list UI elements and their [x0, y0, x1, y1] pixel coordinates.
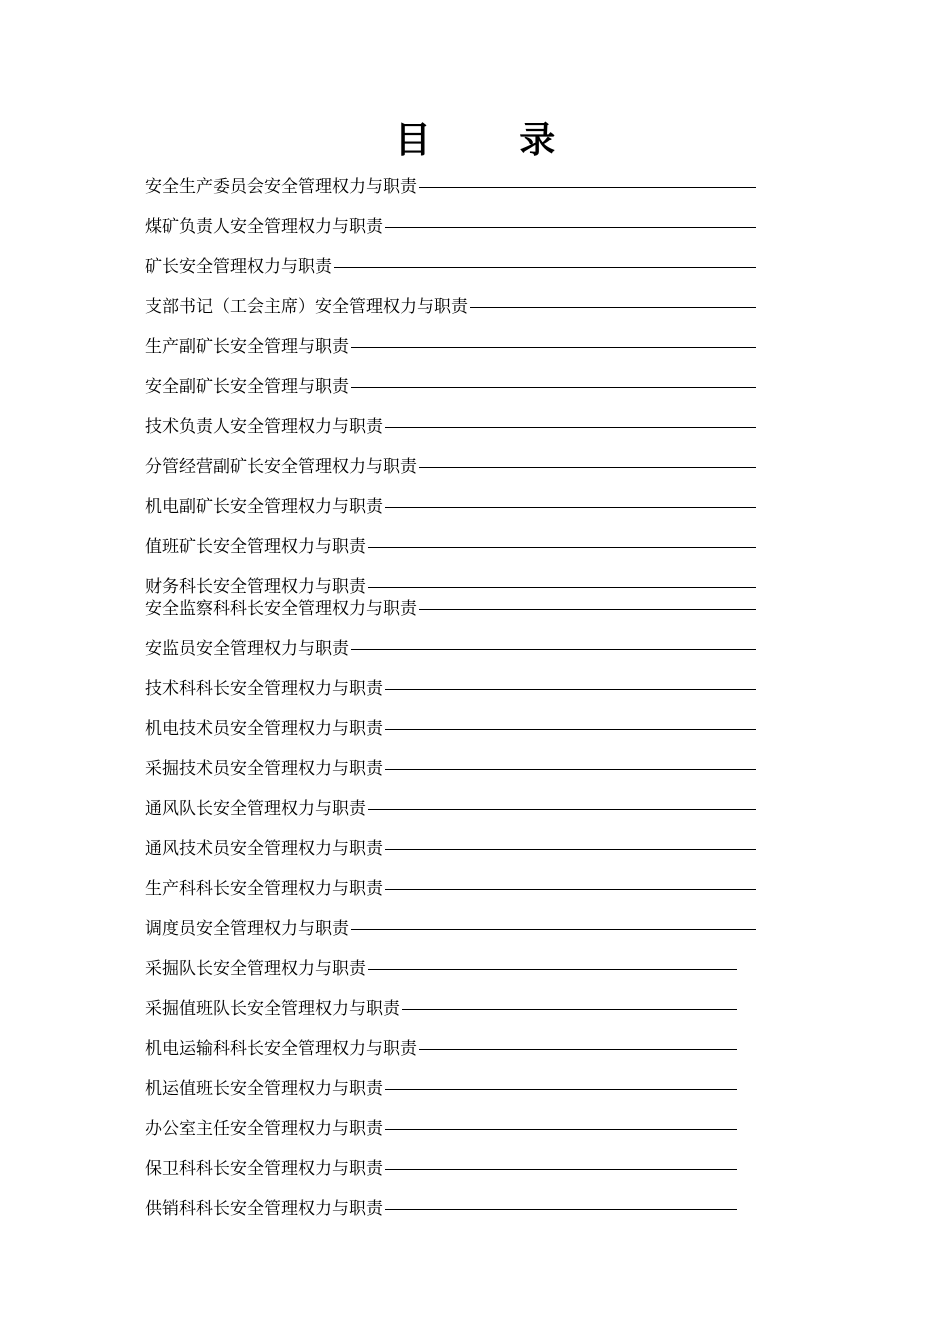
toc-entry[interactable] — [145, 758, 756, 780]
toc-entry[interactable] — [145, 1198, 737, 1220]
toc-leader-line — [385, 769, 756, 770]
toc-entry[interactable] — [145, 1078, 737, 1100]
toc-entry[interactable] — [145, 336, 756, 358]
toc-leader-line — [351, 387, 756, 388]
toc-entry-label: 机电运输科科长安全管理权力与职责 — [145, 1039, 417, 1059]
toc-leader-line — [419, 1049, 737, 1050]
toc-leader-line — [385, 689, 756, 690]
toc-entry[interactable] — [145, 216, 756, 238]
toc-leader-line — [419, 467, 756, 468]
toc-entry-label: 调度员安全管理权力与职责 — [145, 919, 349, 939]
toc-entry[interactable] — [145, 296, 756, 318]
toc-entry[interactable] — [145, 1038, 737, 1060]
toc-entry[interactable] — [145, 998, 737, 1020]
toc-entry-label: 安全副矿长安全管理与职责 — [145, 377, 349, 397]
toc-entry-label: 支部书记（工会主席）安全管理权力与职责 — [145, 297, 468, 317]
toc-entry-label: 矿长安全管理权力与职责 — [145, 257, 332, 277]
toc-leader-line — [334, 267, 756, 268]
toc-entry-label: 供销科科长安全管理权力与职责 — [145, 1199, 383, 1219]
toc-leader-line — [385, 729, 756, 730]
toc-entry[interactable] — [145, 598, 756, 620]
toc-entry[interactable] — [145, 678, 756, 700]
toc-leader-line — [402, 1009, 737, 1010]
toc-entry-label: 财务科长安全管理权力与职责 — [145, 577, 366, 597]
toc-entry[interactable] — [145, 496, 756, 518]
toc-leader-line — [385, 227, 756, 228]
toc-leader-line — [419, 609, 756, 610]
toc-leader-line — [419, 187, 756, 188]
toc-entry[interactable] — [145, 256, 756, 278]
toc-entry-label: 安全生产委员会安全管理权力与职责 — [145, 177, 417, 197]
toc-entry-label: 生产科科长安全管理权力与职责 — [145, 879, 383, 899]
toc-entry-label: 机电副矿长安全管理权力与职责 — [145, 497, 383, 517]
page-title: 目 录 — [394, 120, 594, 161]
toc-entry[interactable] — [145, 798, 756, 820]
toc-entry[interactable] — [145, 176, 756, 198]
toc-leader-line — [351, 347, 756, 348]
toc-leader-line — [351, 649, 756, 650]
toc-entry-label: 办公室主任安全管理权力与职责 — [145, 1119, 383, 1139]
toc-leader-line — [351, 929, 756, 930]
toc-entry[interactable] — [145, 576, 756, 598]
toc-entry-label: 技术负责人安全管理权力与职责 — [145, 417, 383, 437]
toc-leader-line — [470, 307, 756, 308]
toc-entry-label: 机电技术员安全管理权力与职责 — [145, 719, 383, 739]
toc-entry[interactable] — [145, 1118, 737, 1140]
toc-entry-label: 分管经营副矿长安全管理权力与职责 — [145, 457, 417, 477]
toc-entry-label: 机运值班长安全管理权力与职责 — [145, 1079, 383, 1099]
toc-leader-line — [368, 969, 737, 970]
toc-entry-label: 生产副矿长安全管理与职责 — [145, 337, 349, 357]
toc-entry[interactable] — [145, 918, 756, 940]
toc-leader-line — [385, 427, 756, 428]
toc-leader-line — [385, 1089, 737, 1090]
toc-entry-label: 技术科科长安全管理权力与职责 — [145, 679, 383, 699]
toc-entry[interactable] — [145, 416, 756, 438]
toc-leader-line — [368, 809, 756, 810]
toc-entry-label: 通风技术员安全管理权力与职责 — [145, 839, 383, 859]
toc-entry[interactable] — [145, 958, 737, 980]
toc-leader-line — [385, 1209, 737, 1210]
toc-entry-label: 保卫科科长安全管理权力与职责 — [145, 1159, 383, 1179]
toc-leader-line — [368, 587, 756, 588]
toc-leader-line — [368, 547, 756, 548]
toc-leader-line — [385, 1169, 737, 1170]
toc-entry[interactable] — [145, 536, 756, 558]
toc-entry[interactable] — [145, 878, 756, 900]
toc-leader-line — [385, 507, 756, 508]
toc-entry-label: 煤矿负责人安全管理权力与职责 — [145, 217, 383, 237]
toc-entry-label: 安监员安全管理权力与职责 — [145, 639, 349, 659]
toc-leader-line — [385, 1129, 737, 1130]
toc-entry[interactable] — [145, 638, 756, 660]
toc-entry-label: 采掘技术员安全管理权力与职责 — [145, 759, 383, 779]
toc-entry-label: 采掘队长安全管理权力与职责 — [145, 959, 366, 979]
toc-entry[interactable] — [145, 376, 756, 398]
toc-leader-line — [385, 889, 756, 890]
toc-entry-label: 通风队长安全管理权力与职责 — [145, 799, 366, 819]
toc-entry[interactable] — [145, 838, 756, 860]
toc-entry[interactable] — [145, 1158, 737, 1180]
toc-entry-label: 安全监察科科长安全管理权力与职责 — [145, 599, 417, 619]
toc-entry-label: 值班矿长安全管理权力与职责 — [145, 537, 366, 557]
toc-entry[interactable] — [145, 456, 756, 478]
toc-entry[interactable] — [145, 718, 756, 740]
toc-entry-label: 采掘值班队长安全管理权力与职责 — [145, 999, 400, 1019]
toc-leader-line — [385, 849, 756, 850]
